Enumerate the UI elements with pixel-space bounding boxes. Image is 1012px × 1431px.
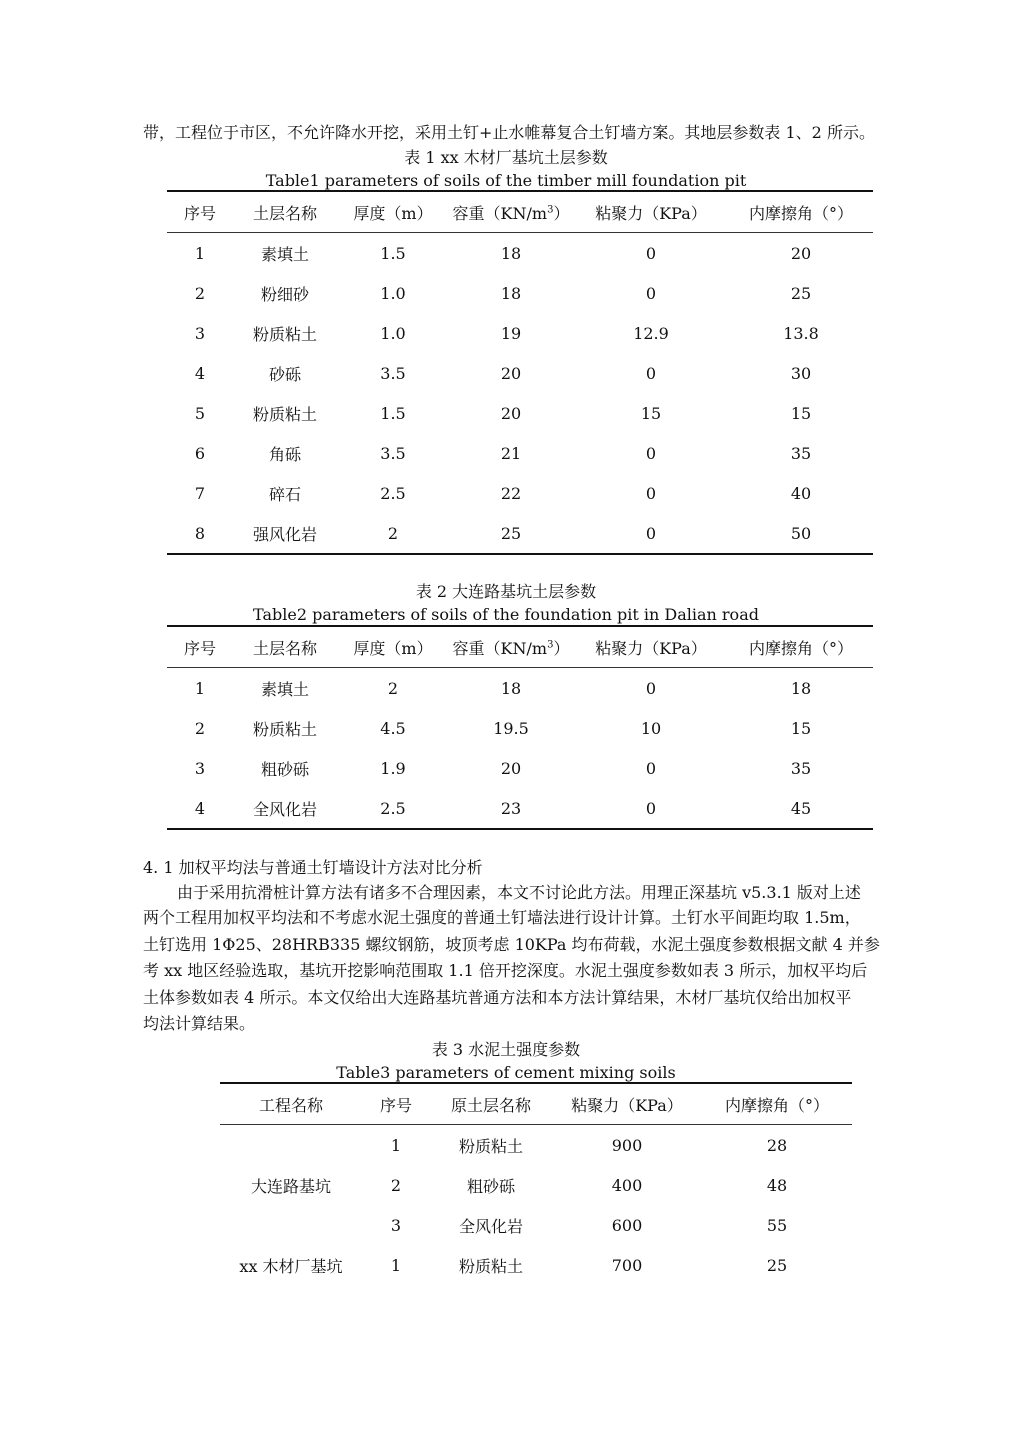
table2	[167, 625, 873, 830]
section-heading: 4. 1 加权平均法与普通土钉墙设计方法对比分析	[143, 858, 483, 877]
table-cell: 25	[500, 523, 522, 543]
table-cell: 28	[766, 1135, 788, 1155]
table-cell: 粉细砂	[260, 284, 309, 304]
table-cell: 0	[645, 443, 657, 463]
table-cell: 1	[194, 243, 206, 263]
table2-caption-cn: 表 2 大连路基坑土层参数	[415, 582, 597, 601]
project-name-cell: 大连路基坑	[250, 1176, 331, 1196]
table-cell: 1.0	[380, 323, 406, 343]
table-cell: 粗砂砾	[260, 759, 309, 779]
table2-header-row	[167, 626, 873, 668]
table-cell: 0	[645, 363, 657, 383]
table-cell: 600	[611, 1215, 643, 1235]
table-cell: 碎石	[268, 484, 301, 504]
table-cell: 4	[194, 363, 206, 383]
table2-header-cell: 内摩擦角（°）	[729, 626, 873, 668]
table-cell: 13.8	[783, 323, 819, 343]
table-cell: 20	[500, 758, 522, 778]
table-cell: 20	[500, 403, 522, 423]
table-cell: 1	[194, 678, 206, 698]
table-cell: 15	[790, 718, 812, 738]
paragraph-line: 由于采用抗滑桩计算方法有诸多不合理因素，本文不讨论此方法。用理正深基坑 v5.3.1 版对上述	[177, 883, 861, 902]
table3-caption-en: Table3 parameters of cement mixing soils	[336, 1063, 676, 1082]
table-cell: 全风化岩	[252, 799, 317, 819]
table2-header-cell: 土层名称	[233, 626, 337, 668]
table-cell: 砂砾	[268, 364, 301, 384]
table-row	[167, 233, 873, 274]
table-row	[167, 273, 873, 313]
table-cell: 12.9	[633, 323, 669, 343]
table-cell: 2	[387, 678, 399, 698]
table3-header-cell: 工程名称	[220, 1083, 362, 1125]
table-row	[167, 668, 873, 709]
table3-header-cell: 粘聚力（KPa）	[552, 1083, 702, 1125]
table-cell: 15	[790, 403, 812, 423]
table-cell: 45	[790, 798, 812, 818]
table2-body	[167, 668, 873, 830]
table-cell: 21	[500, 443, 522, 463]
table-cell: 18	[500, 283, 522, 303]
table-cell: 23	[500, 798, 522, 818]
table-cell: 15	[640, 403, 662, 423]
table1-header-cell: 厚度（m）	[337, 191, 449, 233]
table-cell: 25	[790, 283, 812, 303]
table-cell: 1.5	[380, 403, 406, 423]
table-cell: 粉质粘土	[252, 404, 317, 424]
table-cell: 1.5	[380, 243, 406, 263]
table1-header-cell: 序号	[167, 191, 233, 233]
table-cell: 2	[387, 523, 399, 543]
table-cell: 400	[611, 1175, 643, 1195]
table-cell: 18	[790, 678, 812, 698]
table-cell: 1.0	[380, 283, 406, 303]
table-cell: 1.9	[380, 758, 406, 778]
table-cell: 3	[194, 323, 206, 343]
table-cell: 1	[390, 1135, 402, 1155]
table3-header-row	[220, 1083, 852, 1125]
table-cell: 素填土	[260, 679, 309, 699]
table1-caption-cn: 表 1 xx 木材厂基坑土层参数	[404, 148, 608, 167]
table-row	[167, 473, 873, 513]
table-row	[167, 313, 873, 353]
table-cell: 强风化岩	[252, 524, 317, 544]
table3-body	[220, 1125, 852, 1286]
table-cell: 4.5	[380, 718, 406, 738]
table2-header-cell: 容重$(KN/m^3)$	[449, 626, 573, 668]
table-cell: 700	[611, 1255, 643, 1275]
table2-caption-en: Table2 parameters of soils of the foundation pit in Dalian road	[253, 605, 759, 624]
table-cell: 2	[194, 718, 206, 738]
table-cell: 0	[645, 523, 657, 543]
table-row	[167, 393, 873, 433]
table-cell: 18	[500, 678, 522, 698]
table-cell: 19	[500, 323, 522, 343]
table-cell: 粉质粘土	[252, 719, 317, 739]
table-cell: 2.5	[380, 483, 406, 503]
table1-header-cell: 内摩擦角（°）	[729, 191, 873, 233]
table2-header-cell: 粘聚力（KPa）	[573, 626, 729, 668]
table1-header-cell: 粘聚力（KPa）	[573, 191, 729, 233]
table-cell: 6	[194, 443, 206, 463]
table1-header-row	[167, 191, 873, 233]
paragraph-line: 两个工程用加权平均法和不考虑水泥土强度的普通土钉墙法进行设计计算。土钉水平间距均取 1.5m，	[143, 908, 861, 927]
table-row	[167, 433, 873, 473]
table2-header-cell: 序号	[167, 626, 233, 668]
table-cell: 20	[790, 243, 812, 263]
table-cell: 0	[645, 678, 657, 698]
table-cell: 30	[790, 363, 812, 383]
table-cell: 50	[790, 523, 812, 543]
table-cell: 3.5	[380, 363, 406, 383]
table-row	[220, 1245, 852, 1285]
table-cell: 0	[645, 483, 657, 503]
table-cell: 25	[766, 1255, 788, 1275]
table3-caption-cn: 表 3 水泥土强度参数	[431, 1040, 581, 1059]
paragraph-line: 考 xx 地区经验选取，基坑开挖影响范围取 1.1 倍开挖深度。水泥土强度参数如表 3 所示，加权平均后	[143, 961, 868, 980]
table3-header-cell: 原土层名称	[430, 1083, 552, 1125]
table-cell: 48	[766, 1175, 788, 1195]
table-cell: 3	[194, 758, 206, 778]
table1-header-cell: 土层名称	[233, 191, 337, 233]
table3-header-cell: 序号	[362, 1083, 430, 1125]
table-row	[167, 353, 873, 393]
table-row	[167, 788, 873, 829]
table-cell: 2.5	[380, 798, 406, 818]
table-cell: 4	[194, 798, 206, 818]
table-row	[167, 708, 873, 748]
table-cell: 3.5	[380, 443, 406, 463]
table-cell: 2	[390, 1175, 402, 1195]
table-cell: 3	[390, 1215, 402, 1235]
paragraph-line: 均法计算结果。	[143, 1014, 256, 1033]
paragraph-line: 土钉选用 1Φ25、28HRB335 螺纹钢筋，坡顶考虑 10KPa 均布荷载，水泥土强度参数根据文献 4 并参	[143, 935, 880, 954]
table1-body	[167, 233, 873, 555]
table-cell: 1	[390, 1255, 402, 1275]
table-row	[167, 748, 873, 788]
table-cell: 0	[645, 758, 657, 778]
table-cell: 40	[790, 483, 812, 503]
table-cell: 0	[645, 798, 657, 818]
paragraph-line: 土体参数如表 4 所示。本文仅给出大连路基坑普通方法和本方法计算结果，木材厂基坑仅给出加权平	[143, 988, 852, 1007]
table-cell: 19.5	[493, 718, 529, 738]
table-cell: 10	[640, 718, 662, 738]
table-cell: 55	[766, 1215, 788, 1235]
table1-caption-en: Table1 parameters of soils of the timber mill foundation pit	[265, 171, 747, 190]
table-cell: 7	[194, 483, 206, 503]
table-cell: 5	[194, 403, 206, 423]
table-row	[220, 1125, 852, 1166]
table-cell: 8	[194, 523, 206, 543]
table-cell: 0	[645, 283, 657, 303]
table-cell: 全风化岩	[458, 1216, 523, 1236]
table-cell: 0	[645, 243, 657, 263]
table-cell: 22	[500, 483, 522, 503]
project-name-cell: xx 木材厂基坑	[239, 1256, 343, 1276]
table-cell: 粉质粘土	[252, 324, 317, 344]
table-cell: 素填土	[260, 244, 309, 264]
table-cell: 粉质粘土	[458, 1256, 523, 1276]
intro-paragraph-line: 带，工程位于市区，不允许降水开挖，采用土钉+止水帷幕复合土钉墙方案。其地层参数表 1、2 所示。	[143, 123, 875, 142]
table-cell: 粗砂砾	[466, 1176, 515, 1196]
table-cell: 粉质粘土	[458, 1136, 523, 1156]
table-cell: 35	[790, 758, 812, 778]
table-cell: 角砾	[268, 444, 301, 464]
table-row	[167, 513, 873, 554]
table-cell: 35	[790, 443, 812, 463]
table3	[220, 1082, 852, 1285]
table1-header-cell: 容重$(KN/m^3)$	[449, 191, 573, 233]
table-cell: 2	[194, 283, 206, 303]
table1	[167, 190, 873, 555]
table-cell: 18	[500, 243, 522, 263]
table2-header-cell: 厚度（m）	[337, 626, 449, 668]
table3-header-cell: 内摩擦角（°）	[702, 1083, 852, 1125]
table-cell: 900	[611, 1135, 643, 1155]
table-cell: 20	[500, 363, 522, 383]
